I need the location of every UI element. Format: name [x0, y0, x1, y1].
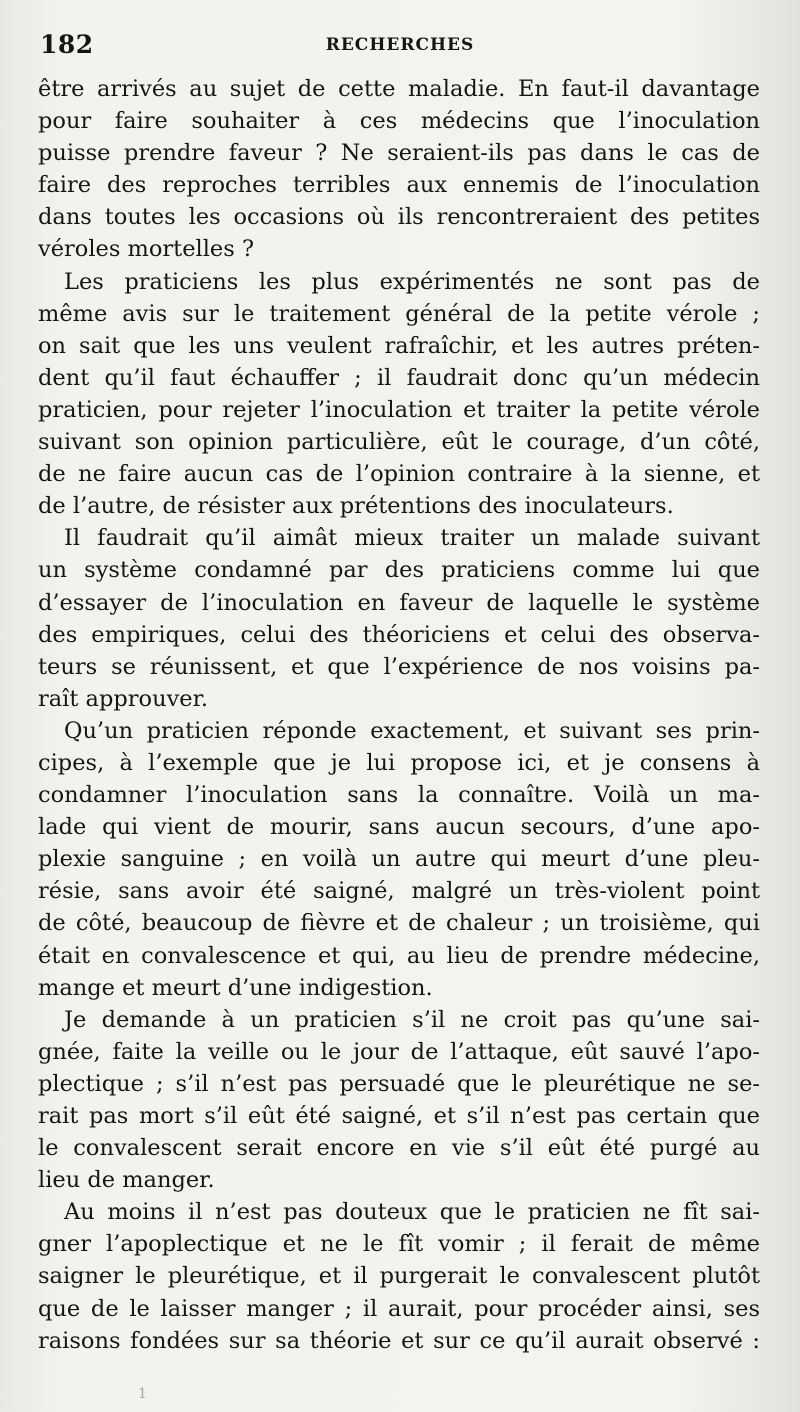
text-line: véroles mortelles ? — [38, 236, 255, 263]
text-line: puisse prendre faveur ? Ne seraient-ils pas dans le cas de — [38, 140, 760, 167]
text-line: faire des reproches terribles aux ennemis de l’inoculation — [38, 172, 760, 199]
text-line: le convalescent serait encore en vie s’il eût été purgé au — [38, 1135, 760, 1162]
text-line: plectique ; s’il n’est pas persuadé que le pleurétique ne se- — [38, 1070, 760, 1097]
text-line: même avis sur le traitement général de la petite vérole ; — [38, 300, 760, 327]
text-line: de ne faire aucun cas de l’opinion contraire à la sienne, et — [38, 461, 760, 488]
text-line: cipes, à l’exemple que je lui propose ici, et je consens à — [38, 749, 760, 776]
text-line: pour faire souhaiter à ces médecins que l’inoculation — [38, 108, 760, 135]
text-line: des empiriques, celui des théoriciens et celui des observa- — [38, 621, 760, 648]
text-line: dans toutes les occasions où ils rencontreraient des petites — [38, 204, 760, 231]
text-line: lade qui vient de mourir, sans aucun secours, d’une apo- — [38, 814, 760, 841]
text-line: mange et meurt d’une indigestion. — [38, 974, 433, 1001]
text-line: raît approuver. — [38, 685, 209, 712]
text-line: condamner l’inoculation sans la connaître. Voilà un ma- — [38, 782, 760, 809]
text-line: que de le laisser manger ; il aurait, pour procéder ainsi, ses — [38, 1295, 760, 1322]
text-line: gner l’apoplectique et ne le fît vomir ; il ferait de même — [38, 1231, 760, 1258]
text-line: était en convalescence et qui, au lieu de prendre médecine, — [38, 942, 760, 969]
text-line: de côté, beaucoup de fièvre et de chaleur ; un troisième, qui — [38, 910, 760, 937]
text-line: on sait que les uns veulent rafraîchir, et les autres préten- — [38, 332, 760, 359]
text-line: raisons fondées sur sa théorie et sur ce qu’il aurait observé : — [38, 1327, 760, 1354]
text-line: praticien, pour rejeter l’inoculation et traiter la petite vérole — [38, 396, 760, 423]
text-line: plexie sanguine ; en voilà un autre qui meurt d’une pleu- — [38, 846, 760, 873]
text-line: d’essayer de l’inoculation en faveur de laquelle le système — [38, 589, 760, 616]
running-title: RECHERCHES — [325, 35, 475, 55]
text-line: rait pas mort s’il eût été saigné, et s’il n’est pas certain que — [38, 1103, 760, 1129]
text-line: teurs se réunissent, et que l’expérience de nos voisins pa- — [38, 653, 760, 680]
text-line: lieu de manger. — [38, 1167, 215, 1194]
text-line: un système condamné par des praticiens comme lui que — [38, 557, 760, 584]
page-header — [40, 30, 760, 64]
text-line: dent qu’il faut échauffer ; il faudrait donc qu’un médecin — [38, 364, 760, 391]
body-text — [38, 73, 760, 1357]
text-line: résie, sans avoir été saigné, malgré un très-violent point — [38, 878, 760, 905]
text-line: Il faudrait qu’il aimât mieux traiter un malade suivant — [64, 525, 760, 552]
footer-mark: 1 — [138, 1386, 147, 1402]
text-line: suivant son opinion particulière, eût le courage, d’un côté, — [38, 429, 760, 456]
text-line: Qu’un praticien réponde exactement, et suivant ses prin- — [64, 717, 760, 744]
text-line: gnée, faite la veille ou le jour de l’attaque, eût sauvé l’apo- — [38, 1038, 760, 1065]
text-line: être arrivés au sujet de cette maladie. En faut-il davantage — [38, 76, 760, 102]
text-line: saigner le pleurétique, et il purgerait le convalescent plutôt — [38, 1263, 760, 1290]
text-line: Je demande à un praticien s’il ne croit pas qu’une sai- — [64, 1006, 760, 1033]
text-line: Les praticiens les plus expérimentés ne sont pas de — [64, 268, 760, 295]
text-line: de l’autre, de résister aux prétentions des inoculateurs. — [38, 493, 674, 520]
text-line: Au moins il n’est pas douteux que le praticien ne fît sai- — [64, 1199, 760, 1226]
page-number: 182 — [40, 30, 94, 59]
